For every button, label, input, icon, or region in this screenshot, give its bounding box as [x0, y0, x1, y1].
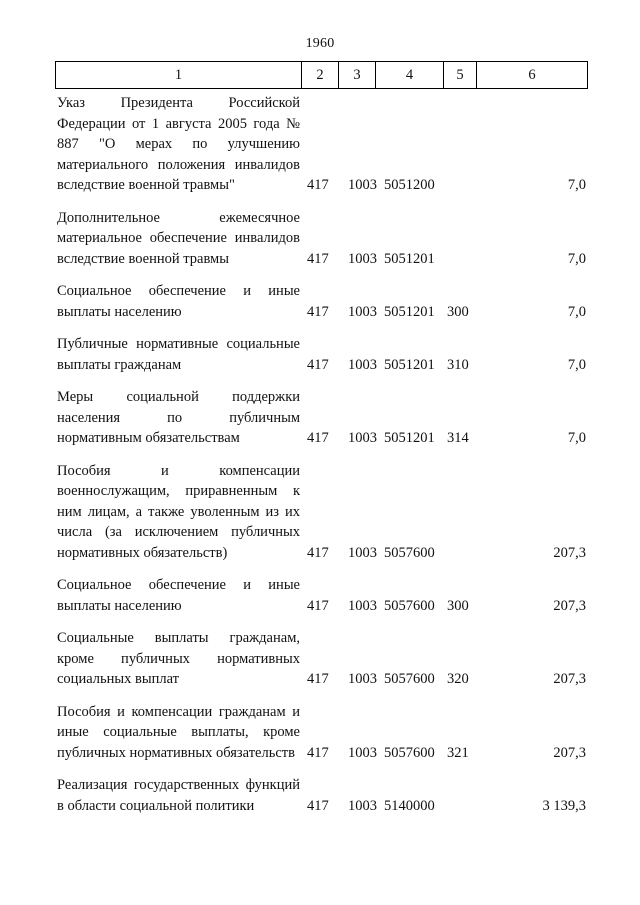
target-article-code: 5140000 — [384, 797, 435, 814]
table-row — [0, 461, 640, 564]
ministry-code: 417 — [307, 671, 329, 687]
column-header-1: 1 — [56, 62, 302, 89]
row-description: Социальное обеспечение и иные выплаты населению — [57, 283, 300, 320]
target-article-code: 5057600 — [384, 597, 435, 614]
table-row — [0, 208, 640, 270]
expense-type-code: 320 — [447, 671, 469, 687]
column-header-6: 6 — [477, 62, 588, 89]
section-code: 1003 — [348, 744, 377, 761]
ministry-code: 417 — [307, 356, 329, 373]
target-article-code: 5051201 — [384, 303, 435, 320]
section-code: 1003 — [348, 250, 377, 267]
row-description: Социальное обеспечение и иные выплаты населению — [57, 577, 300, 614]
section-code: 1003 — [348, 797, 377, 814]
target-article-code: 5051201 — [384, 430, 435, 446]
ministry-code: 417 — [307, 544, 329, 561]
amount: 207,3 — [553, 597, 586, 614]
table-row — [0, 93, 640, 196]
ministry-code: 417 — [307, 303, 329, 320]
row-description: Пособия и компенсации военнослужащим, приравненным к ним лицам, а также уволенным из их числа (за исключением публичных нормативных обязательств) — [57, 462, 300, 561]
amount: 3 139,3 — [542, 797, 586, 814]
section-code: 1003 — [348, 430, 377, 446]
row-description: Реализация государственных функций в области социальной политики — [57, 777, 300, 814]
amount: 7,0 — [567, 356, 586, 373]
section-code: 1003 — [348, 177, 377, 193]
row-description: Социальные выплаты гражданам, кроме публичных нормативных социальных выплат — [57, 630, 300, 687]
section-code: 1003 — [348, 597, 377, 614]
expense-type-code: 321 — [447, 744, 469, 761]
amount: 207,3 — [553, 544, 586, 561]
amount: 7,0 — [567, 250, 586, 267]
ministry-code: 417 — [307, 797, 329, 814]
table-row — [0, 628, 640, 690]
ministry-code: 417 — [307, 597, 329, 614]
table-row — [0, 575, 640, 616]
ministry-code: 417 — [307, 177, 329, 193]
amount: 7,0 — [567, 430, 586, 446]
row-description: Указ Президента Российской Федерации от 1 августа 2005 года № 887 "О мерах по улучшению материального положения инвалидов вследствие военной травмы" — [57, 95, 300, 193]
table-row — [0, 775, 640, 816]
ministry-code: 417 — [307, 250, 329, 267]
amount: 7,0 — [567, 177, 586, 193]
target-article-code: 5057600 — [384, 544, 435, 561]
target-article-code: 5051201 — [384, 356, 435, 373]
ministry-code: 417 — [307, 744, 329, 761]
column-header-2: 2 — [302, 62, 339, 89]
ministry-code: 417 — [307, 430, 329, 446]
expense-type-code: 314 — [447, 430, 469, 446]
row-description: Дополнительное ежемесячное материальное обеспечение инвалидов вследствие военной травмы — [57, 209, 300, 267]
row-description: Пособия и компенсации гражданам и иные социальные выплаты, кроме публичных нормативных обязательств — [57, 703, 300, 761]
target-article-code: 5051200 — [384, 177, 435, 193]
amount: 207,3 — [553, 671, 586, 687]
row-description: Публичные нормативные социальные выплаты гражданам — [57, 336, 300, 373]
page-number: 1960 — [305, 36, 335, 51]
target-article-code: 5057600 — [384, 744, 435, 761]
section-code: 1003 — [348, 671, 377, 687]
table-row — [0, 334, 640, 375]
expense-type-code: 300 — [447, 597, 469, 614]
budget-rows — [0, 91, 640, 828]
table-row — [0, 702, 640, 764]
column-header-3: 3 — [339, 62, 376, 89]
row-description: Меры социальной поддержки населения по публичным нормативным обязательствам — [57, 389, 300, 446]
amount: 7,0 — [567, 303, 586, 320]
column-header-5: 5 — [444, 62, 477, 89]
section-code: 1003 — [348, 544, 377, 561]
section-code: 1003 — [348, 356, 377, 373]
column-header-row — [56, 62, 588, 89]
table-row — [0, 387, 640, 449]
table-row — [0, 281, 640, 322]
section-code: 1003 — [348, 303, 377, 320]
target-article-code: 5051201 — [384, 250, 435, 267]
amount: 207,3 — [553, 744, 586, 761]
target-article-code: 5057600 — [384, 671, 435, 687]
expense-type-code: 310 — [447, 356, 469, 373]
expense-type-code: 300 — [447, 303, 469, 320]
column-header-table — [55, 61, 588, 89]
column-header-4: 4 — [376, 62, 444, 89]
